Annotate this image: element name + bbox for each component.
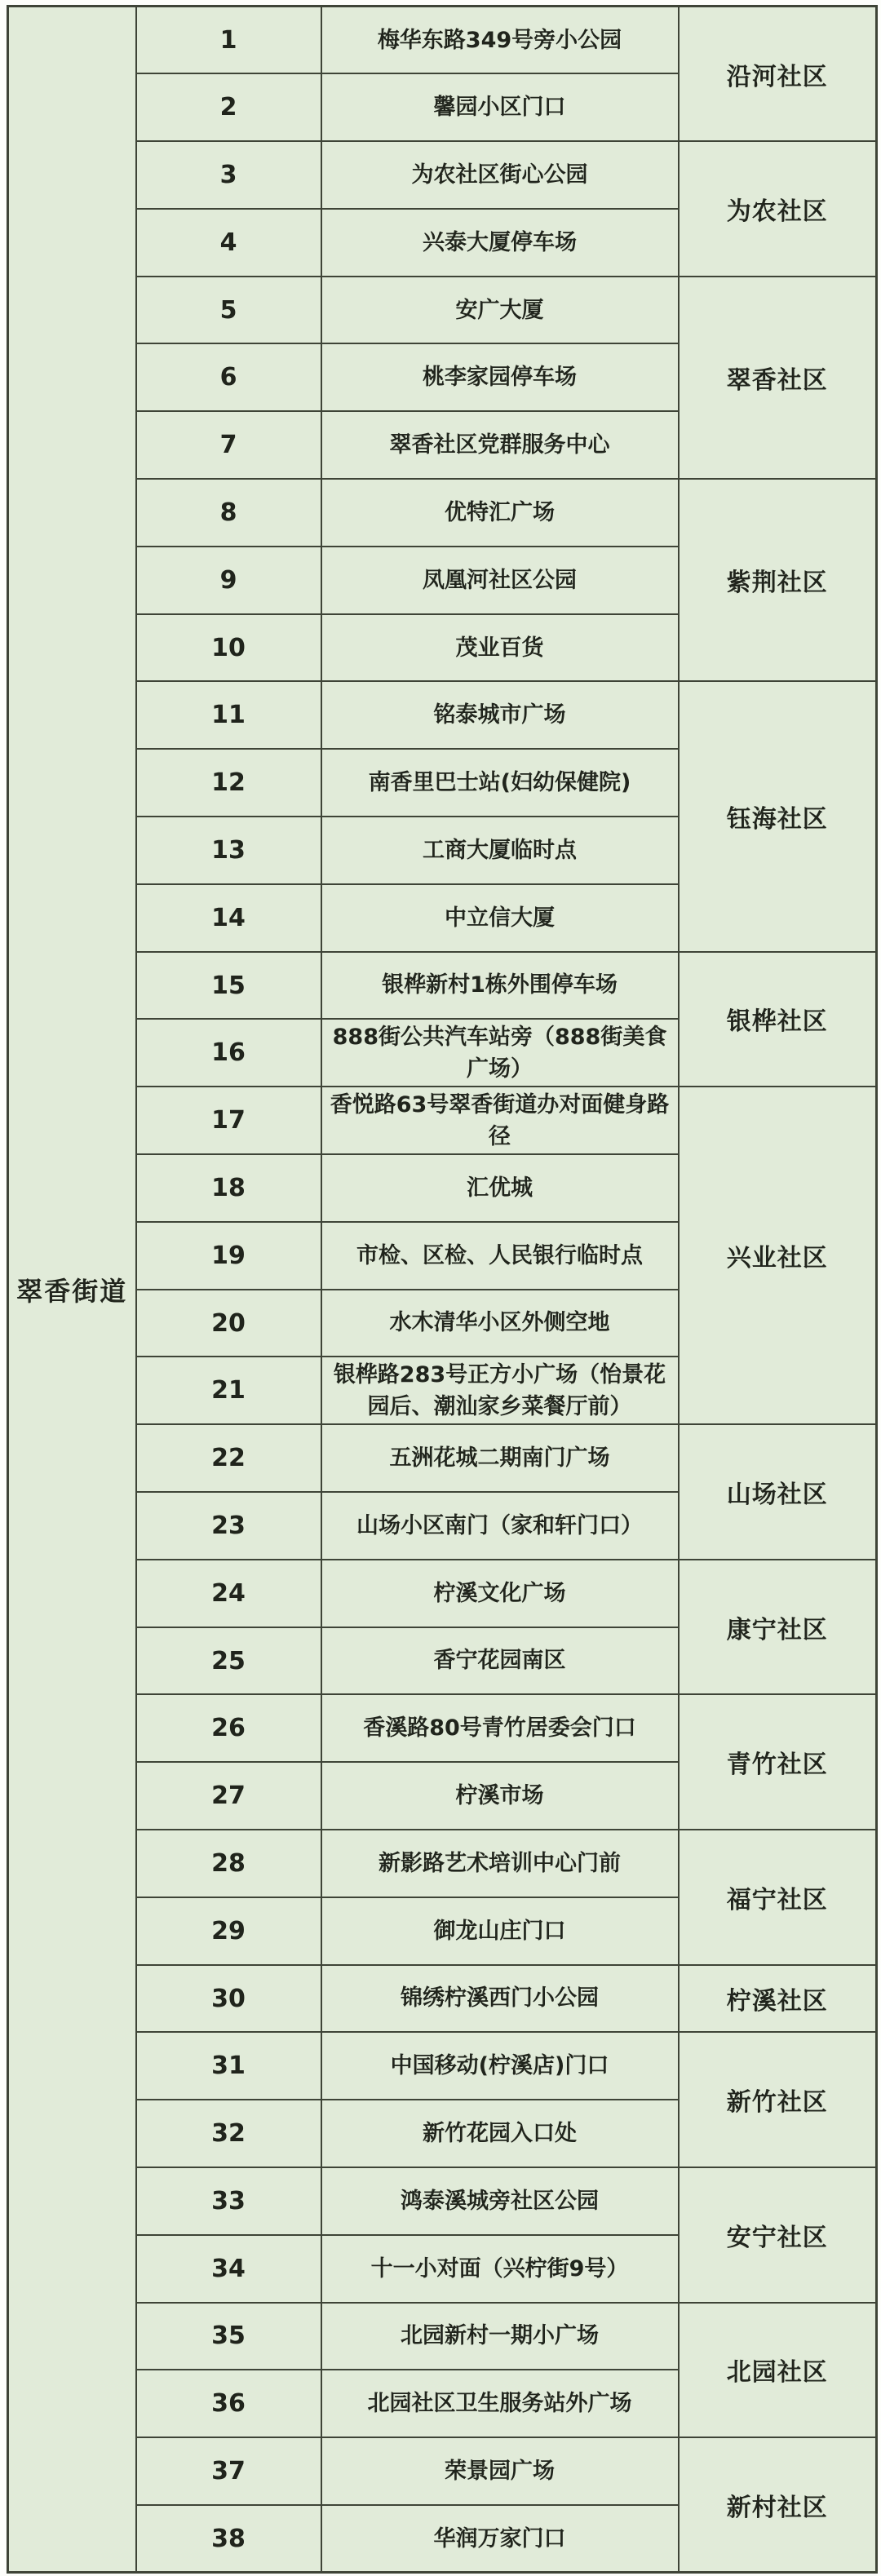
station-location-cell: 十一小对面（兴柠街9号） xyxy=(321,2235,679,2303)
row-number-cell: 3 xyxy=(136,141,321,209)
community-cell: 康宁社区 xyxy=(679,1560,877,1695)
row-number-cell: 2 xyxy=(136,73,321,141)
row-number-cell: 22 xyxy=(136,1424,321,1492)
community-cell: 翠香社区 xyxy=(679,277,877,479)
community-cell: 紫荆社区 xyxy=(679,479,877,681)
station-table-body xyxy=(8,7,877,2573)
row-number-cell: 15 xyxy=(136,952,321,1020)
row-number-cell: 37 xyxy=(136,2437,321,2505)
station-location-cell: 银桦路283号正方小广场（怡景花园后、潮汕家乡菜餐厅前） xyxy=(321,1357,679,1424)
table-row xyxy=(8,7,877,74)
station-location-cell: 铭泰城市广场 xyxy=(321,681,679,749)
row-number-cell: 10 xyxy=(136,614,321,682)
table-row xyxy=(8,141,877,209)
row-number-cell: 6 xyxy=(136,343,321,411)
table-row xyxy=(8,2437,877,2505)
table-row xyxy=(8,2167,877,2235)
table-row xyxy=(8,277,877,344)
row-number-cell: 30 xyxy=(136,1965,321,2033)
row-number-cell: 14 xyxy=(136,884,321,952)
table-row xyxy=(8,1424,877,1492)
station-location-cell: 汇优城 xyxy=(321,1154,679,1222)
community-cell: 钰海社区 xyxy=(679,681,877,951)
station-location-cell: 桃李家园停车场 xyxy=(321,343,679,411)
row-number-cell: 16 xyxy=(136,1019,321,1087)
table-row xyxy=(8,1830,877,1897)
row-number-cell: 33 xyxy=(136,2167,321,2235)
community-cell: 青竹社区 xyxy=(679,1694,877,1830)
station-location-cell: 柠溪文化广场 xyxy=(321,1560,679,1627)
row-number-cell: 32 xyxy=(136,2100,321,2167)
station-location-cell: 为农社区街心公园 xyxy=(321,141,679,209)
row-number-cell: 9 xyxy=(136,547,321,614)
row-number-cell: 19 xyxy=(136,1222,321,1290)
station-location-cell: 888街公共汽车站旁（888街美食广场） xyxy=(321,1019,679,1087)
community-cell: 银桦社区 xyxy=(679,952,877,1087)
community-cell: 山场社区 xyxy=(679,1424,877,1560)
station-location-cell: 香悦路63号翠香街道办对面健身路径 xyxy=(321,1087,679,1154)
row-number-cell: 38 xyxy=(136,2505,321,2573)
community-cell: 新竹社区 xyxy=(679,2032,877,2167)
row-number-cell: 8 xyxy=(136,479,321,547)
row-number-cell: 4 xyxy=(136,209,321,277)
row-number-cell: 31 xyxy=(136,2032,321,2100)
community-cell: 北园社区 xyxy=(679,2303,877,2438)
row-number-cell: 24 xyxy=(136,1560,321,1627)
station-location-cell: 华润万家门口 xyxy=(321,2505,679,2573)
station-location-cell: 北园新村一期小广场 xyxy=(321,2303,679,2370)
station-location-cell: 柠溪市场 xyxy=(321,1762,679,1830)
row-number-cell: 28 xyxy=(136,1830,321,1897)
station-location-cell: 梅华东路349号旁小公园 xyxy=(321,7,679,74)
community-cell: 新村社区 xyxy=(679,2437,877,2573)
row-number-cell: 34 xyxy=(136,2235,321,2303)
station-location-cell: 中国移动(柠溪店)门口 xyxy=(321,2032,679,2100)
row-number-cell: 11 xyxy=(136,681,321,749)
station-location-cell: 水木清华小区外侧空地 xyxy=(321,1290,679,1357)
station-location-cell: 香溪路80号青竹居委会门口 xyxy=(321,1694,679,1762)
station-location-cell: 北园社区卫生服务站外广场 xyxy=(321,2370,679,2437)
station-location-cell: 荣景园广场 xyxy=(321,2437,679,2505)
station-location-cell: 茂业百货 xyxy=(321,614,679,682)
table-row xyxy=(8,1560,877,1627)
table-row xyxy=(8,952,877,1020)
station-location-cell: 新影路艺术培训中心门前 xyxy=(321,1830,679,1897)
community-cell: 兴业社区 xyxy=(679,1087,877,1424)
row-number-cell: 17 xyxy=(136,1087,321,1154)
street-name-cell: 翠香街道 xyxy=(8,7,136,2573)
table-row xyxy=(8,1965,877,2033)
row-number-cell: 29 xyxy=(136,1897,321,1965)
station-location-cell: 锦绣柠溪西门小公园 xyxy=(321,1965,679,2033)
row-number-cell: 27 xyxy=(136,1762,321,1830)
row-number-cell: 25 xyxy=(136,1627,321,1695)
station-location-cell: 鸿泰溪城旁社区公园 xyxy=(321,2167,679,2235)
row-number-cell: 18 xyxy=(136,1154,321,1222)
station-location-cell: 银桦新村1栋外围停车场 xyxy=(321,952,679,1020)
station-table xyxy=(7,5,878,2574)
station-location-cell: 翠香社区党群服务中心 xyxy=(321,411,679,479)
station-location-cell: 安广大厦 xyxy=(321,277,679,344)
row-number-cell: 21 xyxy=(136,1357,321,1424)
row-number-cell: 36 xyxy=(136,2370,321,2437)
community-cell: 安宁社区 xyxy=(679,2167,877,2303)
row-number-cell: 12 xyxy=(136,749,321,817)
station-location-cell: 中立信大厦 xyxy=(321,884,679,952)
station-location-cell: 优特汇广场 xyxy=(321,479,679,547)
station-location-cell: 新竹花园入口处 xyxy=(321,2100,679,2167)
row-number-cell: 7 xyxy=(136,411,321,479)
table-row xyxy=(8,2303,877,2370)
row-number-cell: 23 xyxy=(136,1492,321,1560)
station-list-sheet xyxy=(7,5,878,2574)
station-location-cell: 市检、区检、人民银行临时点 xyxy=(321,1222,679,1290)
table-row xyxy=(8,1694,877,1762)
row-number-cell: 35 xyxy=(136,2303,321,2370)
table-row xyxy=(8,479,877,547)
station-location-cell: 南香里巴士站(妇幼保健院) xyxy=(321,749,679,817)
station-location-cell: 五洲花城二期南门广场 xyxy=(321,1424,679,1492)
station-location-cell: 兴泰大厦停车场 xyxy=(321,209,679,277)
community-cell: 福宁社区 xyxy=(679,1830,877,1965)
community-cell: 为农社区 xyxy=(679,141,877,277)
station-location-cell: 山场小区南门（家和轩门口） xyxy=(321,1492,679,1560)
station-location-cell: 御龙山庄门口 xyxy=(321,1897,679,1965)
row-number-cell: 5 xyxy=(136,277,321,344)
row-number-cell: 13 xyxy=(136,817,321,884)
community-cell: 柠溪社区 xyxy=(679,1965,877,2033)
station-location-cell: 工商大厦临时点 xyxy=(321,817,679,884)
row-number-cell: 1 xyxy=(136,7,321,74)
table-row xyxy=(8,2032,877,2100)
table-row xyxy=(8,681,877,749)
station-location-cell: 香宁花园南区 xyxy=(321,1627,679,1695)
row-number-cell: 20 xyxy=(136,1290,321,1357)
station-location-cell: 凤凰河社区公园 xyxy=(321,547,679,614)
table-row xyxy=(8,1087,877,1154)
community-cell: 沿河社区 xyxy=(679,7,877,142)
station-location-cell: 馨园小区门口 xyxy=(321,73,679,141)
row-number-cell: 26 xyxy=(136,1694,321,1762)
